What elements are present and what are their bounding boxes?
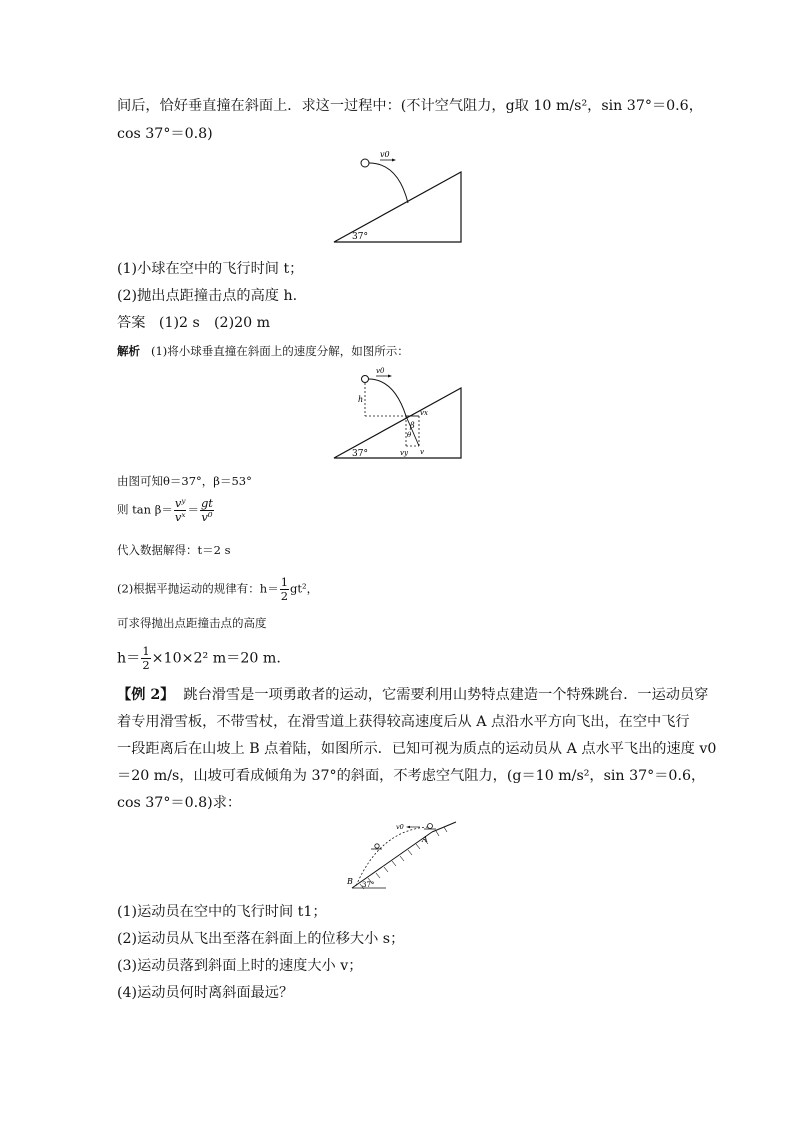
h-label: h <box>358 395 364 404</box>
frac-vy-num: vʸ <box>174 496 186 510</box>
trajectory-curve <box>369 163 408 203</box>
height-line-text: 可求得抛出点距撞击点的高度 <box>117 616 267 630</box>
tan-prefix: 则 tan β＝ <box>117 502 173 517</box>
v0-label: v0 <box>380 150 390 159</box>
example2-line-3: 一段距离后在山坡上 B 点着陆，如图所示．已知可视为质点的运动员从 A 点水平飞出的速度 v0 <box>117 741 717 757</box>
angle-label: 37° <box>352 232 368 242</box>
fraction-half-2 <box>141 645 150 672</box>
part2-prefix: (2)根据平抛运动的规律有：h＝ <box>117 581 279 596</box>
theta-label: θ <box>407 431 412 439</box>
example2-question-4: (4)运动员何时离斜面最远？ <box>117 985 294 1001</box>
angle-label-2: 37° <box>352 449 368 459</box>
analysis-line <box>117 342 409 360</box>
v0-label-2: v0 <box>376 367 385 375</box>
figure-ski-jump <box>340 818 460 894</box>
half-num-2: 1 <box>142 644 150 658</box>
example2-line-5: cos 37°＝0.8)求： <box>117 795 242 811</box>
point-b-label: B <box>347 877 353 886</box>
incline-triangle-2 <box>334 388 461 458</box>
frac-equals: ＝ <box>187 502 199 517</box>
example2-text-1: 跳台滑雪是一项勇敢者的运动，它需要利用山势特点建造一个特殊跳台．一运动员穿 <box>183 687 709 703</box>
analysis-intro: (1)将小球垂直撞在斜面上的速度分解，如图所示： <box>150 344 409 358</box>
frac-gt-num: gt <box>200 496 213 510</box>
question-2: (2)抛出点距撞击点的高度 h. <box>117 288 298 304</box>
substitute-line: 代入数据解得：t＝2 s <box>117 543 231 557</box>
slope-hatching <box>360 827 447 889</box>
example2-label: 【例 2】 <box>117 687 175 703</box>
fraction-half <box>280 576 289 603</box>
result-prefix: h＝ <box>117 650 141 667</box>
slope-line <box>352 832 432 888</box>
answer-line <box>117 314 270 332</box>
angle-label-3: 37° <box>362 881 375 889</box>
intro-line-1: 间后，恰好垂直撞在斜面上．求这一过程中：(不计空气阻力，g取 10 m/s²，sin 37°＝0.6， <box>117 98 703 114</box>
answer-text: (1)2 s (2)20 m <box>158 315 271 331</box>
point-a-label: A <box>422 835 428 844</box>
example2-line-2: 着专用滑雪板，不带雪杖，在滑雪道上获得较高速度后从 A 点沿水平方向飞出，在空中飞行 <box>117 714 690 730</box>
answer-label: 答案 <box>117 315 146 331</box>
fraction-gt-v0 <box>200 497 214 524</box>
intro-line-2: cos 37°＝0.8) <box>117 126 213 142</box>
part2-equation <box>117 576 318 603</box>
example2-question-1: (1)运动员在空中的飞行时间 t1； <box>117 904 327 920</box>
fraction-vy-vx <box>174 497 187 524</box>
skier-mid-icon <box>375 844 379 848</box>
ball-icon-2 <box>362 376 369 383</box>
v-label: v <box>420 448 424 456</box>
skier-a-icon <box>428 824 433 829</box>
frac-vx-den: vˣ <box>174 510 186 524</box>
ball-icon <box>361 159 369 167</box>
question-1: (1)小球在空中的飞行时间 t； <box>117 261 304 277</box>
example2-question-3: (3)运动员落到斜面上时的速度大小 v； <box>117 958 363 974</box>
example2-line-4: ＝20 m/s，山坡可看成倾角为 37°的斜面，不考虑空气阻力，(g＝10 m/s²，sin 37°＝0.6， <box>117 768 706 784</box>
analysis-label: 解析 <box>117 344 140 358</box>
part2-suffix: gt²， <box>290 581 319 596</box>
result-equation <box>117 645 281 672</box>
result-suffix: ×10×2² m＝20 m. <box>151 650 281 667</box>
figure-incline-projectile <box>330 148 466 246</box>
half-num: 1 <box>280 575 289 589</box>
frac-v0-den: v⁰ <box>201 510 213 524</box>
beta-label: β <box>410 421 415 430</box>
half-den-2: 2 <box>142 658 150 672</box>
tan-equation <box>117 497 215 524</box>
figure-velocity-decomposition <box>330 366 466 462</box>
trajectory-curve-2 <box>369 379 407 416</box>
vx-label: vx <box>420 409 428 417</box>
half-den: 2 <box>280 589 289 603</box>
angles-line: 由图可知θ＝37°，β＝53° <box>117 474 252 488</box>
example2-line-1 <box>117 686 708 704</box>
vy-label: vy <box>400 449 408 457</box>
v0-label-3: v0 <box>396 823 404 831</box>
example2-question-2: (2)运动员从飞出至落在斜面上的位移大小 s； <box>117 931 405 947</box>
